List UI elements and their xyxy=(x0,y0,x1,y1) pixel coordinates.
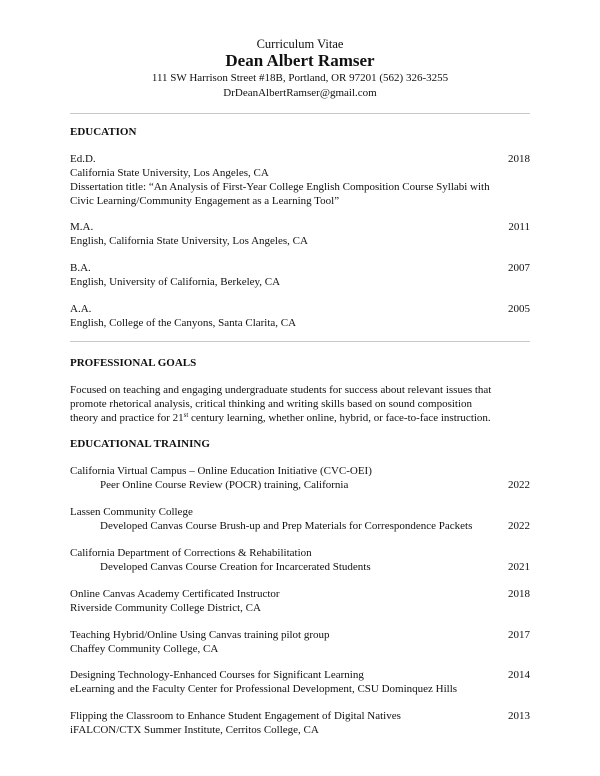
institution: English, College of the Canyons, Santa Clarita, CA xyxy=(70,317,297,329)
dissertation-line: Civic Learning/Community Engagement as a Learning Tool” xyxy=(70,195,340,207)
training-title: California Department of Corrections & Rehabilitation xyxy=(70,547,312,559)
year: 2013 xyxy=(508,710,530,722)
ordinal-suffix: st xyxy=(183,411,189,419)
degree: B.A. xyxy=(70,262,91,274)
goals-line: promote rhetorical analysis, critical thinking and writing skills based on sound composition xyxy=(70,398,473,410)
training-entry xyxy=(70,464,530,492)
goals-line xyxy=(70,411,530,425)
training-detail: Developed Canvas Course Brush-up and Prep Materials for Correspondence Packets xyxy=(100,520,473,532)
training-title: Teaching Hybrid/Online Using Canvas training pilot group xyxy=(70,629,330,641)
year: 2021 xyxy=(508,561,530,573)
training-entry xyxy=(70,587,530,615)
year: 2018 xyxy=(508,153,530,165)
training-entry xyxy=(70,628,530,656)
year: 2005 xyxy=(508,303,530,315)
degree: Ed.D. xyxy=(70,153,96,165)
goals-line: Focused on teaching and engaging undergraduate students for success about relevant issues that xyxy=(70,384,492,396)
training-title: Online Canvas Academy Certificated Instructor xyxy=(70,588,280,600)
training-detail: iFALCON/CTX Summer Institute, Cerritos College, CA xyxy=(70,724,319,736)
year: 2017 xyxy=(508,629,530,641)
education-heading: EDUCATION xyxy=(70,126,137,138)
divider xyxy=(70,341,530,342)
training-entry xyxy=(70,709,530,737)
training-detail: Chaffey Community College, CA xyxy=(70,643,219,655)
year: 2022 xyxy=(508,479,530,491)
training-heading: EDUCATIONAL TRAINING xyxy=(70,438,210,450)
year: 2014 xyxy=(508,669,530,681)
training-entry xyxy=(70,668,530,696)
training-entry xyxy=(70,505,530,533)
dissertation-line: Dissertation title: “An Analysis of First-Year College English Composition Course Syllabi with xyxy=(70,181,490,193)
institution: California State University, Los Angeles, CA xyxy=(70,167,269,179)
education-entry xyxy=(70,261,530,289)
institution: English, University of California, Berkeley, CA xyxy=(70,276,281,288)
training-detail: Riverside Community College District, CA xyxy=(70,602,261,614)
degree: A.A. xyxy=(70,303,92,315)
divider xyxy=(70,113,530,114)
goals-heading: PROFESSIONAL GOALS xyxy=(70,357,197,369)
institution: English, California State University, Los Angeles, CA xyxy=(70,235,308,247)
goals-paragraph xyxy=(70,383,530,425)
training-detail: Peer Online Course Review (POCR) training, California xyxy=(100,479,349,491)
goals-text: theory and practice for 21 xyxy=(70,412,184,424)
training-detail: eLearning and the Faculty Center for Professional Development, CSU Dominquez Hills xyxy=(70,683,458,695)
education-entry xyxy=(70,302,530,330)
goals-text: century learning, whether online, hybrid, or face-to-face instruction. xyxy=(188,412,491,424)
document-label: Curriculum Vitae xyxy=(256,37,344,51)
training-title: Flipping the Classroom to Enhance Student Engagement of Digital Natives xyxy=(70,710,401,722)
training-detail: Developed Canvas Course Creation for Incarcerated Students xyxy=(100,561,371,573)
year: 2022 xyxy=(508,520,530,532)
training-title: Designing Technology-Enhanced Courses for Significant Learning xyxy=(70,669,364,681)
contact-address: 111 SW Harrison Street #18B, Portland, OR 97201 (562) 326-3255 xyxy=(151,72,449,84)
training-title: California Virtual Campus – Online Education Initiative (CVC-OEI) xyxy=(70,465,372,477)
training-title: Lassen Community College xyxy=(70,506,193,518)
contact-email: DrDeanAlbertRamser@gmail.com xyxy=(223,87,377,99)
education-entry xyxy=(70,152,530,208)
year: 2018 xyxy=(508,588,530,600)
person-name: Dean Albert Ramser xyxy=(225,51,375,70)
year: 2007 xyxy=(508,262,530,274)
degree: M.A. xyxy=(70,221,94,233)
education-entry xyxy=(70,220,530,248)
year: 2011 xyxy=(508,221,530,233)
training-entry xyxy=(70,546,530,574)
